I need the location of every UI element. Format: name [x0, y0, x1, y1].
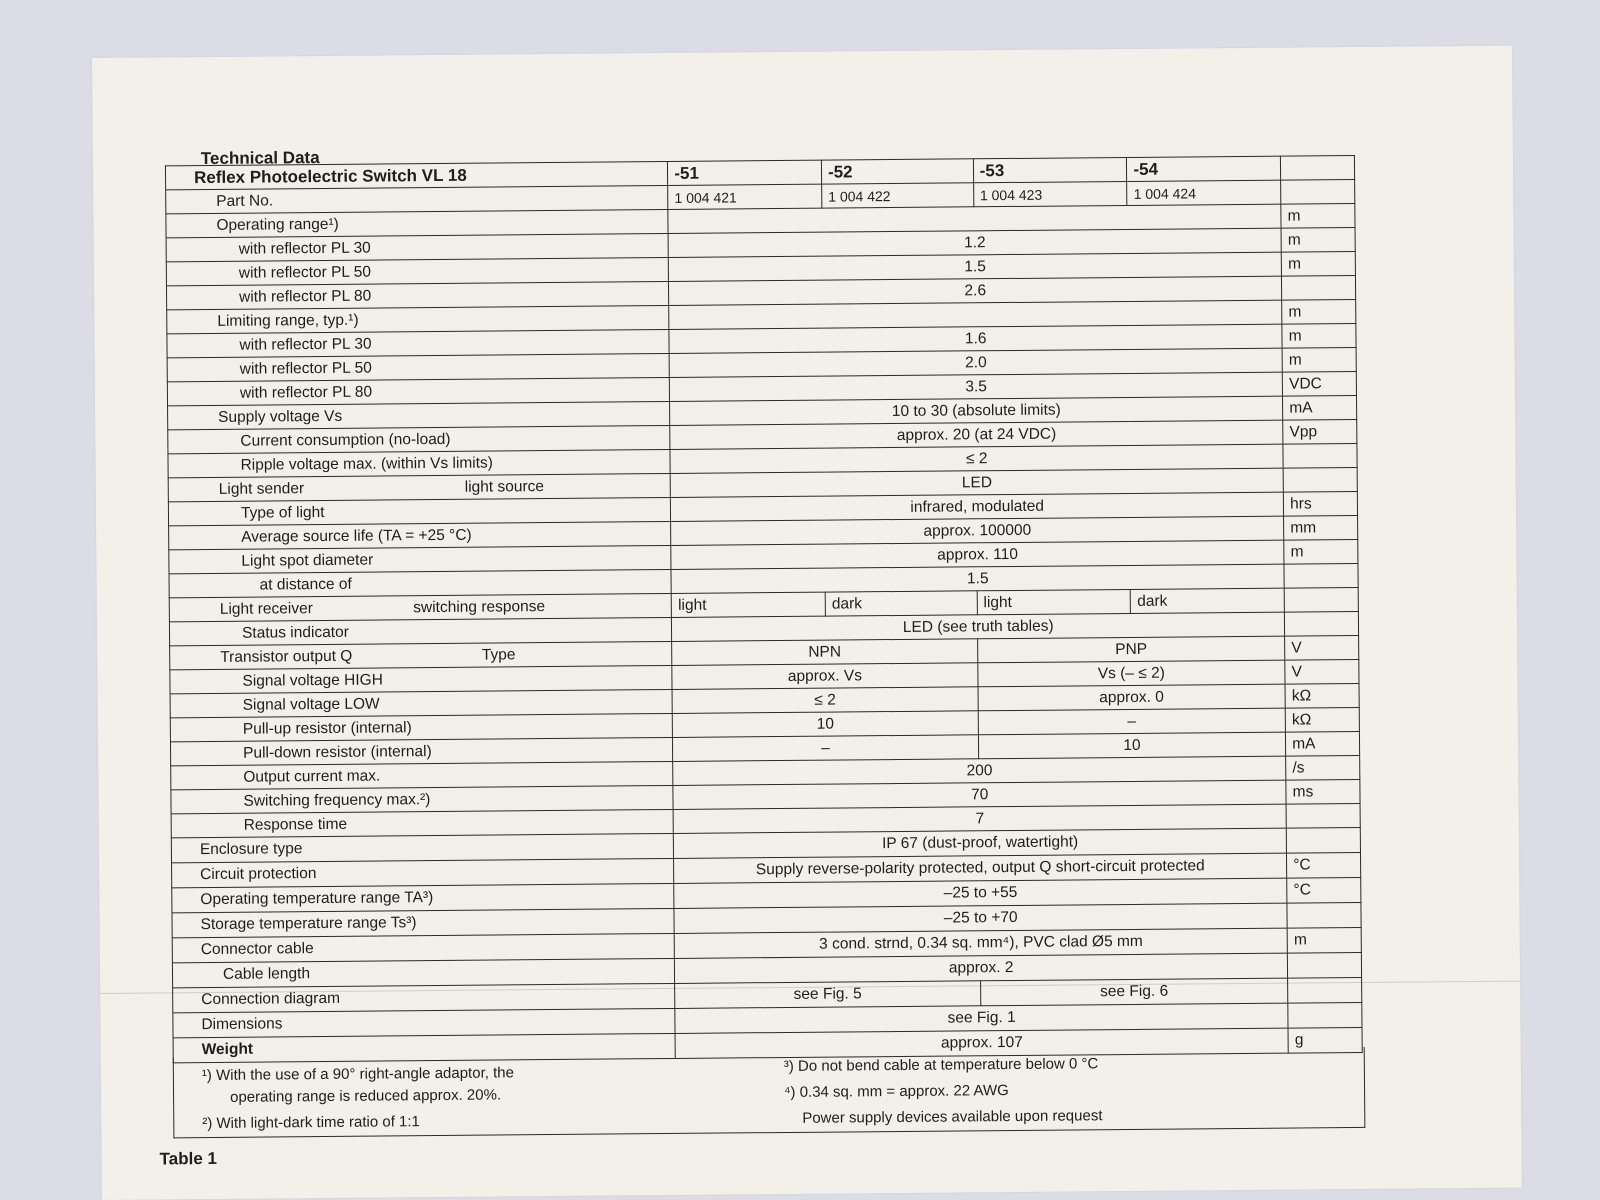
pnp-value: – [978, 708, 1286, 735]
row-value: dark [1131, 588, 1285, 613]
row-label: Light receiver [219, 599, 313, 618]
npn-value: – [673, 735, 979, 762]
row-unit: kΩ [1285, 707, 1359, 732]
row-label: Status indicator [169, 617, 671, 645]
row-unit: mA [1283, 395, 1357, 420]
row-label: Switching frequency max.²) [171, 785, 673, 813]
row-value: approx. 107 [675, 1028, 1288, 1058]
row-value: Supply reverse-polarity protected, output Q short-circuit protected [674, 853, 1287, 883]
row-unit: m [1284, 539, 1358, 564]
row-label: Supply voltage Vs [168, 401, 670, 429]
row-label: Ripple voltage max. (within Vs limits) [168, 449, 670, 477]
row-label: Transistor output Q [220, 647, 353, 666]
pnp-value: see Fig. 6 [980, 978, 1288, 1006]
row-value: dark [825, 591, 977, 616]
row-value: light [977, 589, 1131, 614]
table-caption: Table 1 [159, 1148, 218, 1169]
row-value: see Fig. 1 [675, 1003, 1288, 1033]
footnote: Power supply devices available upon request [802, 1107, 1103, 1127]
pnp-value: 10 [978, 732, 1286, 759]
row-value: 1.5 [669, 252, 1282, 281]
row-label: Signal voltage LOW [170, 689, 672, 717]
row-label: Signal voltage HIGH [170, 665, 672, 693]
row-value: IP 67 (dust-proof, watertight) [674, 828, 1287, 858]
row-label: Pull-down resistor (internal) [170, 737, 672, 765]
row-value: 10 to 30 (absolute limits) [670, 396, 1283, 425]
product-name: Reflex Photoelectric Switch VL 18 [165, 161, 667, 189]
row-unit: g [1288, 1027, 1362, 1053]
technical-data-table [165, 155, 1363, 1063]
npn-value: 10 [672, 711, 978, 738]
row-label: Limiting range, typ.¹) [167, 305, 669, 333]
row-unit: °C [1287, 852, 1361, 878]
document-heading: Technical Data [200, 148, 320, 169]
row-value: approx. 2 [675, 953, 1288, 983]
row-label: Circuit protection [172, 858, 674, 887]
document-page [92, 46, 1522, 1200]
footnote: operating range is reduced approx. 20%. [230, 1086, 502, 1106]
row-value: light [671, 592, 825, 617]
row-unit: m [1281, 251, 1355, 276]
variant-suffix: -53 [973, 157, 1127, 182]
row-value: LED (see truth tables) [672, 612, 1285, 641]
row-label: Light spot diameter [169, 545, 671, 573]
variant-suffix: -54 [1127, 156, 1281, 181]
footnote: ⁴) 0.34 sq. mm = approx. 22 AWG [783, 1082, 1009, 1101]
row-unit: V [1285, 635, 1359, 660]
pnp-value: approx. 0 [978, 684, 1286, 711]
footnote: ²) With light-dark time ratio of 1:1 [202, 1113, 420, 1133]
row-value: 2.6 [669, 276, 1282, 305]
row-value: infrared, modulated [671, 492, 1284, 521]
row-label: with reflector PL 30 [166, 233, 668, 261]
row-unit: ms [1286, 779, 1360, 804]
row-label: with reflector PL 50 [167, 353, 669, 381]
row-label: Pull-up resistor (internal) [170, 713, 672, 741]
variant-suffix: -51 [668, 160, 822, 185]
part-number: 1 004 423 [973, 181, 1127, 206]
row-value: 7 [673, 804, 1286, 833]
row-label: Current consumption (no-load) [168, 425, 670, 453]
row-label: Average source life (TA = +25 °C) [169, 521, 671, 549]
row-value: approx. 110 [671, 540, 1284, 569]
npn-value: NPN [672, 639, 978, 666]
row-unit: /s [1286, 755, 1360, 780]
row-sublabel: light source [464, 477, 545, 496]
row-value: ≤ 2 [670, 444, 1283, 473]
part-number: 1 004 421 [668, 184, 822, 209]
variant-suffix: -52 [821, 159, 973, 184]
row-value: 200 [673, 756, 1286, 785]
row-label: with reflector PL 50 [166, 257, 668, 285]
pnp-value: PNP [977, 636, 1285, 663]
row-unit: m [1282, 323, 1356, 348]
row-sublabel: Type [481, 646, 516, 664]
row-unit: m [1281, 203, 1355, 228]
row-label: Operating temperature range TA³) [172, 883, 674, 912]
row-label: with reflector PL 80 [166, 281, 668, 309]
row-value: LED [670, 468, 1283, 497]
row-unit: m [1287, 927, 1361, 953]
row-value: 3.5 [670, 372, 1283, 401]
row-value: 3 cond. strnd, 0.34 sq. mm⁴), PVC clad Ø5 mm [674, 928, 1287, 958]
part-number: 1 004 422 [822, 183, 974, 208]
row-unit: m [1282, 299, 1356, 324]
footnotes [173, 1047, 1366, 1138]
row-label: with reflector PL 30 [167, 329, 669, 357]
row-value: –25 to +55 [674, 878, 1287, 908]
row-value: approx. 20 (at 24 VDC) [670, 420, 1283, 449]
row-value: 1.5 [671, 564, 1284, 593]
row-label: Output current max. [171, 761, 673, 789]
row-unit: °C [1287, 877, 1361, 903]
footnote: ¹) With the use of a 90° right-angle adaptor, the [201, 1064, 514, 1085]
row-unit: m [1281, 227, 1355, 252]
row-label: Enclosure type [171, 833, 673, 862]
row-label: Cable length [172, 958, 674, 987]
row-label: at distance of [169, 569, 671, 597]
part-number: 1 004 424 [1127, 180, 1281, 205]
row-unit: mA [1286, 731, 1360, 756]
row-label: Connector cable [172, 933, 674, 962]
row-label: Response time [171, 809, 673, 837]
row-label: Part No. [166, 185, 668, 213]
row-unit: VDC [1282, 371, 1356, 396]
row-label: Operating range¹) [166, 209, 668, 237]
row-unit: Vpp [1283, 419, 1357, 444]
row-label: Light sender [218, 479, 305, 498]
row-value: 2.0 [669, 348, 1282, 377]
row-unit: m [1282, 347, 1356, 372]
row-value: –25 to +70 [674, 903, 1287, 933]
npn-value: approx. Vs [672, 663, 978, 690]
row-label: with reflector PL 80 [167, 377, 669, 405]
row-unit: V [1285, 659, 1359, 684]
row-label: Dimensions [173, 1008, 675, 1037]
pnp-value: Vs (– ≤ 2) [977, 660, 1285, 687]
npn-value: ≤ 2 [672, 687, 978, 714]
row-label: Weight [173, 1033, 675, 1062]
row-unit: mm [1284, 515, 1358, 540]
npn-value: see Fig. 5 [675, 981, 981, 1009]
row-label: Storage temperature range Ts³) [172, 908, 674, 937]
row-unit: kΩ [1285, 683, 1359, 708]
footnote: ³) Do not bend cable at temperature below 0 °C [783, 1055, 1099, 1076]
row-value: 70 [673, 780, 1286, 809]
row-value: 1.2 [668, 228, 1281, 257]
row-unit: hrs [1284, 491, 1358, 516]
row-sublabel: switching response [413, 597, 546, 616]
row-label: Connection diagram [173, 983, 675, 1012]
row-label: Type of light [168, 497, 670, 525]
row-value: approx. 100000 [671, 516, 1284, 545]
row-value: 1.6 [669, 324, 1282, 353]
